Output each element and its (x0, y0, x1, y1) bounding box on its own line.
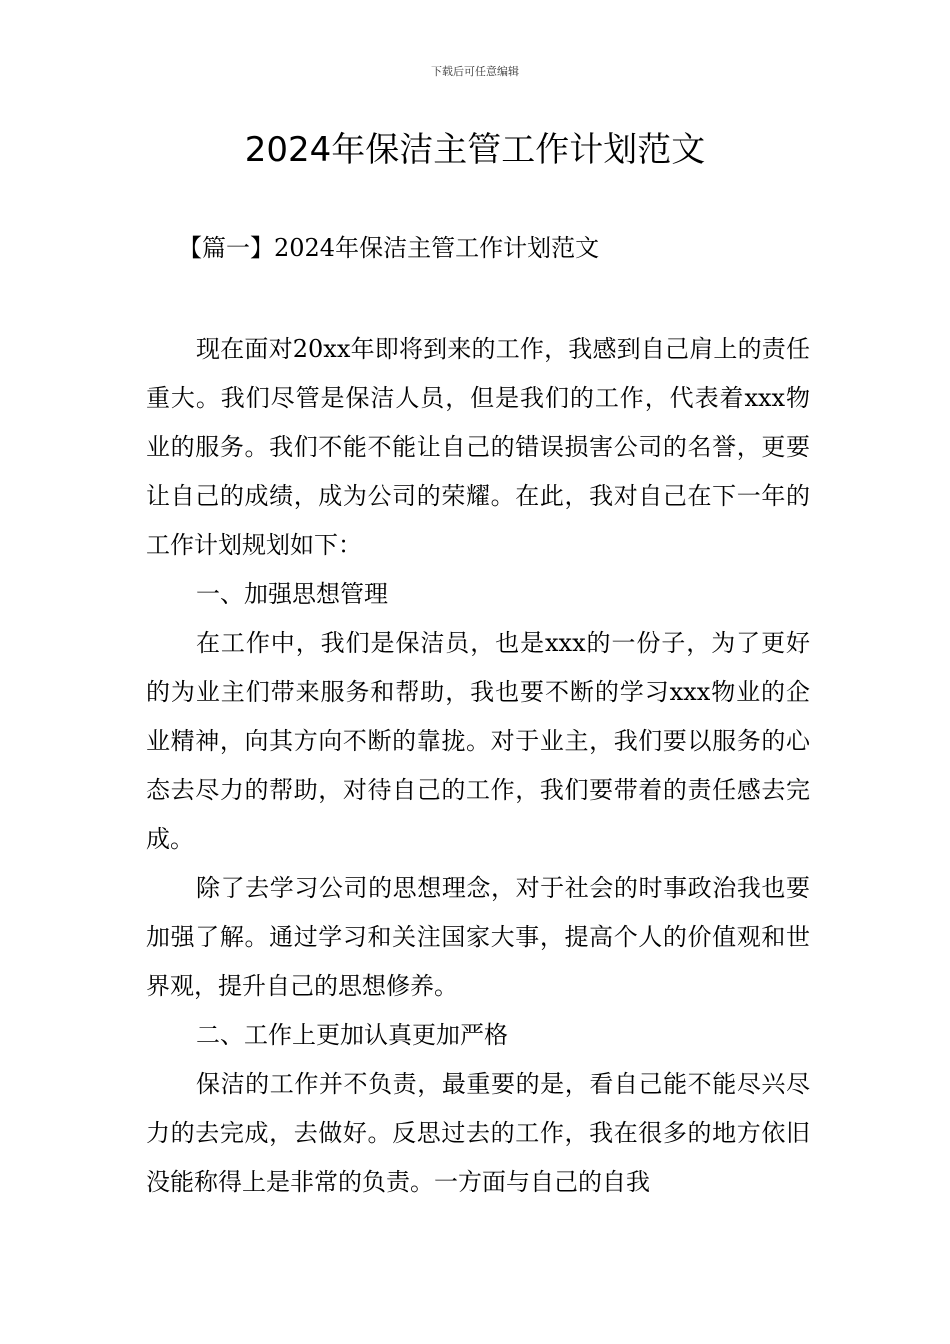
subheading-work-strictness: 二、工作上更加认真更加严格 (196, 1021, 508, 1049)
paragraph-current-affairs: 除了去学习公司的思想理念，对于社会的时事政治我也要加强了解。通过学习和关注国家大事，提高个人的价值观和世界观，提升自己的思想修养。 (146, 874, 810, 1000)
download-note: 下载后可任意编辑 (431, 65, 519, 78)
paragraph-intro: 现在面对20xx年即将到来的工作，我感到自己肩上的责任重大。我们尽管是保洁人员，但是我们的工作，代表着xxx物业的服务。我们不能不能让自己的错误损害公司的名誉，更要让自己的成绩，成为公司的荣耀。在此，我对自己在下一年的工作计划规划如下： (146, 335, 810, 559)
subheading-thought-management: 一、加强思想管理 (196, 580, 388, 608)
document-title: 2024年保洁主管工作计划范文 (244, 130, 706, 170)
paragraph-work-strictness: 保洁的工作并不负责，最重要的是，看自己能不能尽兴尽力的去完成，去做好。反思过去的工作，我在很多的地方依旧没能称得上是非常的负责。一方面与自己的自我 (146, 1070, 810, 1196)
document-body (146, 325, 810, 1207)
paragraph-thought-management: 在工作中，我们是保洁员，也是xxx的一份子，为了更好的为业主们带来服务和帮助，我也要不断的学习xxx物业的企业精神，向其方向不断的靠拢。对于业主，我们要以服务的心态去尽力的帮助，对待自己的工作，我们要带着的责任感去完成。 (146, 629, 810, 853)
section-heading: 【篇一】2024年保洁主管工作计划范文 (178, 234, 600, 262)
